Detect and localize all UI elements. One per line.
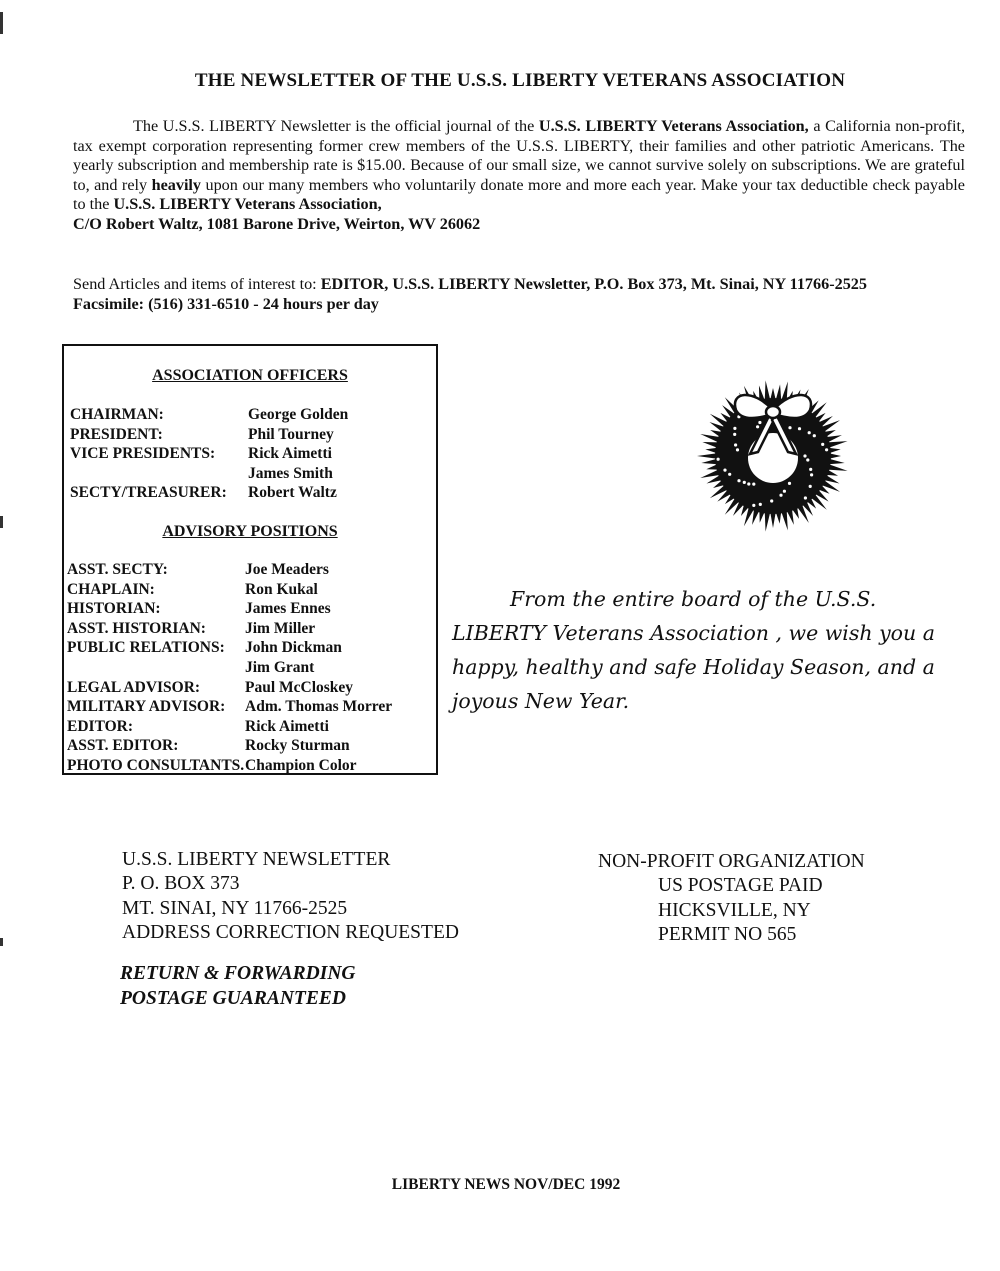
postage-line: US POSTAGE PAID — [658, 875, 823, 897]
mailing-address — [122, 848, 459, 945]
return-line: RETURN & FORWARDING — [120, 963, 356, 984]
role-row — [67, 560, 436, 580]
postage-line: HICKSVILLE, NY — [658, 899, 811, 921]
role-row — [70, 464, 436, 484]
postage-line: PERMIT NO 565 — [658, 923, 797, 945]
role-holder: Joe Meaders — [245, 561, 329, 578]
page-title: THE NEWSLETTER OF THE U.S.S. LIBERTY VETERANS ASSOCIATION — [194, 70, 846, 91]
role-row — [67, 638, 436, 658]
intro-text-3: upon our many members who voluntarily donate more and more each year. Make your tax deductible check payable to the — [73, 175, 965, 213]
role-holder: Ron Kukal — [245, 580, 318, 598]
christmas-wreath-icon — [690, 370, 856, 536]
role-holder: Rocky Sturman — [245, 737, 350, 755]
scan-mark — [0, 12, 3, 34]
role-row — [67, 678, 436, 698]
role-row — [67, 717, 436, 737]
intro-paragraph — [73, 117, 965, 234]
role-row — [70, 483, 436, 503]
role-holder: George Golden — [248, 406, 349, 423]
scan-mark — [0, 516, 3, 528]
role-holder: Paul McCloskey — [245, 678, 354, 696]
role-row — [67, 580, 436, 600]
role-row — [70, 425, 436, 445]
return-line: POSTAGE GUARANTEED — [120, 987, 346, 1009]
role-row — [70, 405, 436, 425]
role-holder: Jim Miller — [245, 619, 316, 637]
role-title: CHAPLAIN: — [67, 580, 155, 598]
role-holder: John Dickman — [245, 639, 342, 657]
intro-text-2: a California non-profit, tax exempt corporation representing former crew members of the U.S.S. LIBERTY, their families and other patriotic Americans. The yearly subscription and membership rate is $15.00. Because of our small size, we cannot survive solely on subscriptions. We are grateful to, and rely — [73, 117, 965, 194]
greeting-text: From the entire board of the U.S.S. LIBERTY Veterans Association , we wish you a happy, healthy and safe Holiday Season, and a joyous New Year. — [452, 587, 935, 713]
intro-assoc-name-2: U.S.S. LIBERTY Veterans Association, — [113, 195, 382, 213]
return-forwarding — [120, 962, 356, 1011]
role-row — [67, 736, 436, 756]
role-holder: Adm. Thomas Morrer — [245, 698, 393, 716]
mailing-line: MT. SINAI, NY 11766-2525 — [122, 897, 348, 919]
advisory-heading: ADVISORY POSITIONS — [162, 523, 338, 540]
send-lead: Send Articles and items of interest to: — [73, 275, 321, 293]
role-title: MILITARY ADVISOR: — [67, 698, 226, 716]
mailing-line: ADDRESS CORRECTION REQUESTED — [122, 921, 459, 943]
intro-assoc-name: U.S.S. LIBERTY Veterans Association, — [538, 117, 809, 135]
role-row — [67, 697, 436, 717]
scan-mark — [0, 938, 3, 946]
holiday-greeting — [452, 582, 952, 718]
issue-footer: LIBERTY NEWS NOV/DEC 1992 — [391, 1176, 621, 1193]
role-title: SECTY/TREASURER: — [70, 484, 227, 502]
role-row — [70, 444, 436, 464]
role-title: VICE PRESIDENTS: — [70, 445, 216, 463]
role-title: ASST. HISTORIAN: — [67, 619, 206, 637]
role-row — [67, 658, 436, 678]
intro-heavily: heavily — [151, 175, 202, 194]
role-title: CHAIRMAN: — [70, 406, 164, 423]
role-title: LEGAL ADVISOR: — [67, 678, 201, 696]
postage-indicia — [598, 850, 865, 947]
role-holder: Robert Waltz — [248, 484, 337, 502]
role-holder: Rick Aimetti — [248, 445, 332, 463]
officers-box — [62, 344, 438, 775]
role-holder: Rick Aimetti — [245, 717, 329, 735]
role-row — [67, 619, 436, 639]
postage-org: NON-PROFIT ORGANIZATION — [598, 851, 865, 872]
send-editor-address: EDITOR, U.S.S. LIBERTY Newsletter, P.O. Box 373, Mt. Sinai, NY 11766-2525 — [320, 275, 867, 293]
role-title: PHOTO CONSULTANTS. — [67, 757, 245, 774]
mailing-line: U.S.S. LIBERTY NEWSLETTER — [122, 849, 391, 870]
role-holder: James Ennes — [245, 600, 331, 618]
role-title: HISTORIAN: — [67, 600, 161, 618]
send-articles — [73, 275, 965, 314]
role-title: PRESIDENT: — [70, 425, 163, 443]
role-title: ASST. EDITOR: — [67, 737, 179, 755]
officers-heading: ASSOCIATION OFFICERS — [152, 367, 348, 384]
role-title: PUBLIC RELATIONS: — [67, 639, 225, 657]
mailing-line: P. O. BOX 373 — [122, 873, 240, 895]
role-row — [67, 756, 436, 776]
role-holder: Phil Tourney — [248, 425, 334, 443]
intro-text-1: The U.S.S. LIBERTY Newsletter is the official journal of the — [133, 117, 539, 135]
role-title: ASST. SECTY: — [67, 561, 168, 578]
role-holder: Champion Color — [245, 757, 357, 774]
role-holder: Jim Grant — [245, 659, 315, 676]
role-title: EDITOR: — [67, 717, 134, 735]
role-holder: James Smith — [248, 464, 333, 482]
role-row — [67, 599, 436, 619]
intro-address: C/O Robert Waltz, 1081 Barone Drive, Weirton, WV 26062 — [73, 214, 481, 233]
send-fax: Facsimile: (516) 331-6510 - 24 hours per day — [73, 294, 379, 313]
